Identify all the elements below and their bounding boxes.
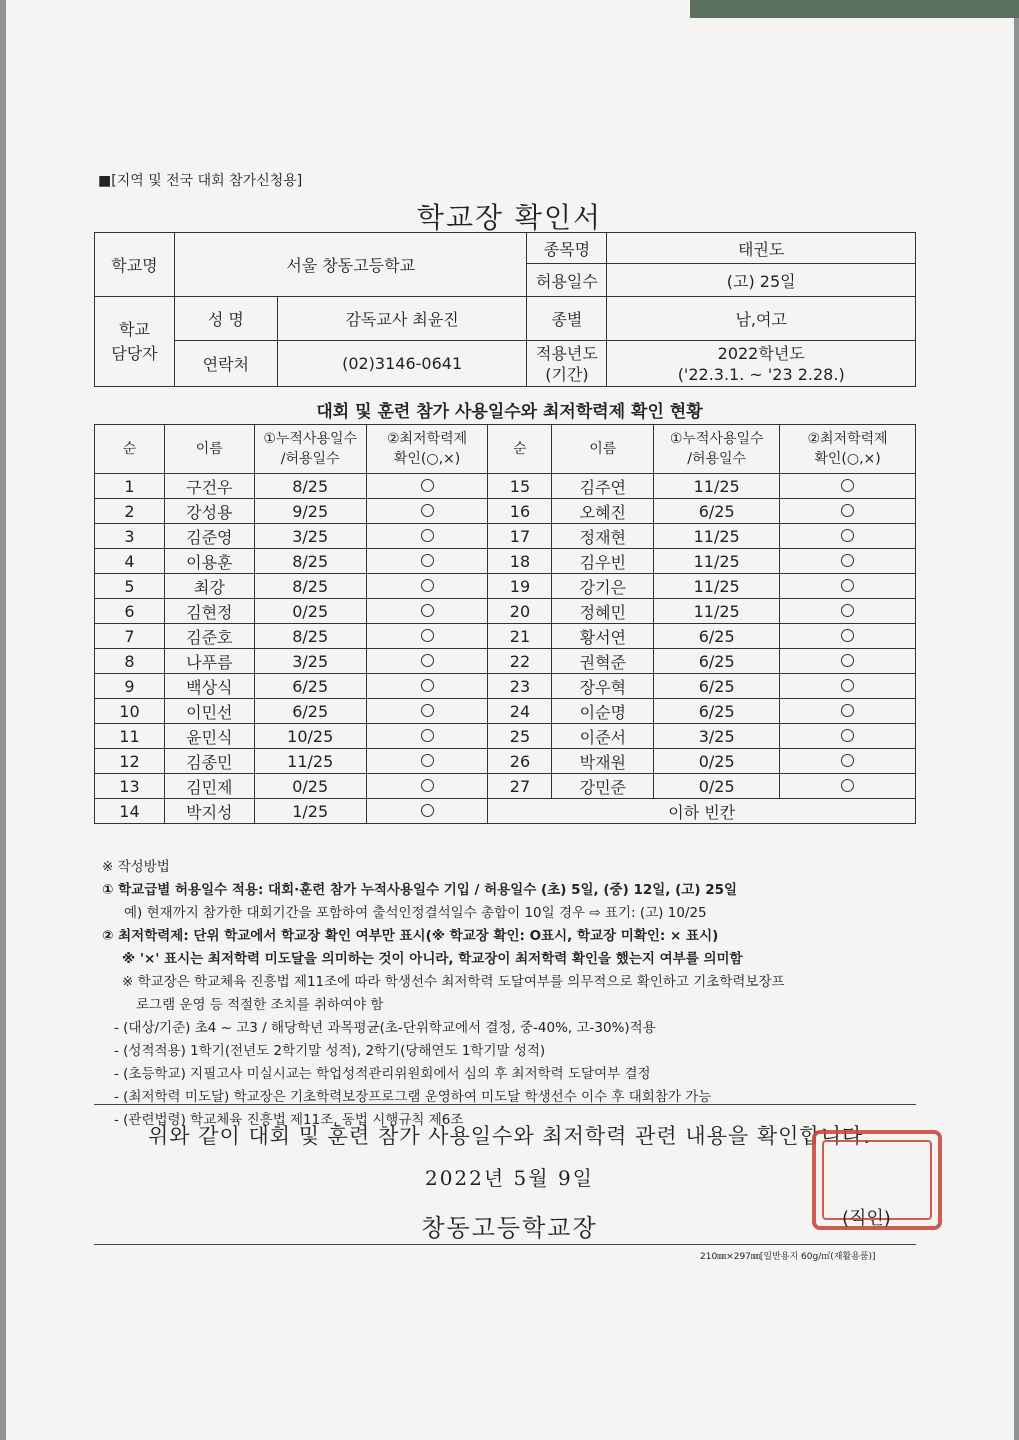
student-usage: 0/25 [654,749,780,774]
student-no: 23 [488,674,552,699]
student-usage: 6/25 [254,674,366,699]
student-name: 오혜진 [552,499,654,524]
check-circle-mark [421,629,434,642]
seal-label: (직인) [842,1208,891,1229]
roster-row [95,724,916,749]
manager-label: 학교 담당자 [95,297,175,387]
student-usage: 8/25 [254,624,366,649]
year-cell [607,341,916,387]
roster-row [95,599,916,624]
roster-row [95,699,916,724]
student-name: 나푸름 [164,649,254,674]
student-name: 최강 [164,574,254,599]
student-name: 이용훈 [164,549,254,574]
check-circle-mark [421,579,434,592]
check-circle-mark [421,529,434,542]
roster-row [95,649,916,674]
student-name: 김민제 [164,774,254,799]
student-usage: 0/25 [254,599,366,624]
check-circle-mark [421,679,434,692]
roster-row [95,524,916,549]
student-name: 김종민 [164,749,254,774]
check-circle-mark [841,554,854,567]
notes-line: ① 학교급별 허용일수 적용: 대회·훈련 참가 누적사용일수 기입 / 허용일수 (초) 5일, (중) 12일, (고) 25일 [102,882,738,898]
roster-table [94,424,916,824]
student-name: 강기은 [552,574,654,599]
student-usage: 6/25 [654,499,780,524]
student-no: 2 [95,499,165,524]
check-cell [780,574,916,599]
student-no: 7 [95,624,165,649]
header-name: 이름 [552,425,654,474]
divider [94,1244,916,1245]
confirmation-statement: 위와 같이 대회 및 훈련 참가 사용일수와 최저학력 관련 내용을 확인합니다. [147,1124,871,1148]
check-cell [780,549,916,574]
category-value: 남,여고 [607,297,916,341]
notes-line: - (대상/기준) 초4 ~ 고3 / 해당학년 과목평균(초-단위학교에서 결정, 중-40%, 고-30%)적용 [114,1020,656,1036]
student-name: 김우빈 [552,549,654,574]
student-no: 6 [95,599,165,624]
check-cell [366,724,488,749]
period-value: ('22.3.1. ~ '23 2.28.) [677,364,845,384]
student-no: 17 [488,524,552,549]
notes-line: 로그램 운영 등 적절한 조치를 취하여야 함 [136,997,384,1013]
name-label: 성 명 [174,297,277,341]
student-no: 5 [95,574,165,599]
header-no: 순 [488,425,552,474]
student-no: 12 [95,749,165,774]
student-name: 강민준 [552,774,654,799]
notes-line: ② 최저학력제: 단위 학교에서 학교장 확인 여부만 표시(※ 학교장 확인: O표시, 학교장 미확인: × 표시) [102,928,719,944]
roster-row [95,574,916,599]
check-circle-mark [421,729,434,742]
contact-value: (02)3146-0641 [277,341,527,387]
roster-row [95,549,916,574]
student-usage: 3/25 [254,524,366,549]
student-usage: 11/25 [654,474,780,499]
check-circle-mark [841,779,854,792]
student-no: 3 [95,524,165,549]
student-usage: 8/25 [254,549,366,574]
student-name: 황서연 [552,624,654,649]
school-label: 학교명 [95,233,175,297]
check-circle-mark [841,729,854,742]
student-name: 박재원 [552,749,654,774]
school-name: 서울 창동고등학교 [174,233,527,297]
notes-line: - (성적적용) 1학기(전년도 2학기말 성적), 2학기(당해연도 1학기말 성적) [114,1043,546,1059]
student-no: 27 [488,774,552,799]
notes-line: ※ 학교장은 학교체육 진흥법 제11조에 따라 학생선수 최저학력 도달여부를 의무적으로 확인하고 기초학력보장프 [122,974,785,990]
check-circle-mark [841,479,854,492]
student-no: 24 [488,699,552,724]
student-name: 윤민식 [164,724,254,749]
year-label: 적용년도 (기간) [527,341,607,387]
category-label: 종별 [527,297,607,341]
check-circle-mark [841,579,854,592]
check-circle-mark [841,604,854,617]
student-usage: 6/25 [254,699,366,724]
check-circle-mark [841,529,854,542]
check-cell [780,774,916,799]
notes-line: - (최저학력 미도달) 학교장은 기초학력보장프로그램 운영하여 미도달 학생선수 이수 후 대회참가 가능 [114,1089,712,1105]
student-usage: 11/25 [254,749,366,774]
check-circle-mark [421,804,434,817]
student-name: 정재현 [552,524,654,549]
student-name: 김준호 [164,624,254,649]
manager-name: 감독교사 최윤진 [277,297,527,341]
paper-spec-footer: 210㎜×297㎜[일반용지 60g/㎡(재활용품)] [700,1252,876,1262]
header-check: ②최저학력제 확인(○,×) [780,425,916,474]
roster-row [95,799,916,824]
student-usage: 11/25 [654,599,780,624]
form-usage-note: ■[지역 및 전국 대회 참가신청용] [98,173,303,189]
check-circle-mark [841,704,854,717]
sport-label: 종목명 [527,233,607,264]
student-no: 8 [95,649,165,674]
check-circle-mark [421,779,434,792]
check-circle-mark [841,629,854,642]
check-cell [366,624,488,649]
check-circle-mark [421,754,434,767]
student-name: 정혜민 [552,599,654,624]
issue-date: 2022년 5월 9일 [424,1166,595,1190]
notes-line: - (관련법령) 학교체육 진흥법 제11조, 동법 시행규칙 제6조 [114,1112,464,1128]
student-name: 이준서 [552,724,654,749]
check-cell [780,674,916,699]
student-no: 19 [488,574,552,599]
check-cell [366,699,488,724]
check-circle-mark [841,679,854,692]
check-cell [780,474,916,499]
days-label: 허용일수 [527,264,607,297]
check-cell [366,499,488,524]
blank-note: 이하 빈칸 [488,799,916,824]
check-circle-mark [421,554,434,567]
header-check: ②최저학력제 확인(○,×) [366,425,488,474]
student-name: 이민선 [164,699,254,724]
student-usage: 6/25 [654,624,780,649]
check-cell [780,624,916,649]
student-usage: 1/25 [254,799,366,824]
student-name: 이순명 [552,699,654,724]
student-name: 구건우 [164,474,254,499]
student-name: 김준영 [164,524,254,549]
student-usage: 6/25 [654,649,780,674]
check-circle-mark [421,504,434,517]
check-cell [366,474,488,499]
notes-heading: ※ 작성방법 [102,859,170,875]
check-cell [780,599,916,624]
student-no: 26 [488,749,552,774]
student-name: 장우혁 [552,674,654,699]
notes-line: - (초등학교) 지필고사 미실시교는 학업성적관리위원회에서 심의 후 최저학력 도달여부 결정 [114,1066,651,1082]
check-circle-mark [421,479,434,492]
student-usage: 0/25 [654,774,780,799]
roster-row [95,474,916,499]
student-no: 22 [488,649,552,674]
sport-value: 태권도 [607,233,916,264]
student-usage: 10/25 [254,724,366,749]
student-name: 김현정 [164,599,254,624]
student-no: 25 [488,724,552,749]
student-name: 백상식 [164,674,254,699]
student-no: 20 [488,599,552,624]
student-usage: 11/25 [654,549,780,574]
student-no: 14 [95,799,165,824]
notes-line: 예) 현재까지 참가한 대회기간을 포함하여 출석인정결석일수 총합이 10일 경우 ⇨ 표기: (고) 10/25 [124,905,707,921]
header-usage: ①누적사용일수 /허용일수 [654,425,780,474]
roster-row [95,624,916,649]
student-no: 18 [488,549,552,574]
student-usage: 9/25 [254,499,366,524]
student-no: 1 [95,474,165,499]
background-cover [690,0,1019,18]
roster-row [95,749,916,774]
student-usage: 11/25 [654,524,780,549]
section-title: 대회 및 훈련 참가 사용일수와 최저학력제 확인 현황 [316,402,703,422]
divider [94,1104,916,1105]
student-no: 4 [95,549,165,574]
student-usage: 11/25 [654,574,780,599]
check-circle-mark [421,604,434,617]
student-name: 박지성 [164,799,254,824]
student-no: 10 [95,699,165,724]
student-usage: 6/25 [654,699,780,724]
check-cell [366,599,488,624]
student-usage: 8/25 [254,574,366,599]
student-no: 11 [95,724,165,749]
check-circle-mark [421,654,434,667]
principal-title: 창동고등학교장 [421,1214,598,1242]
student-name: 권혁준 [552,649,654,674]
contact-label: 연락처 [174,341,277,387]
school-info-table [94,232,916,387]
student-usage: 0/25 [254,774,366,799]
header-no: 순 [95,425,165,474]
year-value: 2022학년도 [717,343,805,363]
check-cell [780,749,916,774]
roster-header-row [95,425,916,474]
check-cell [780,724,916,749]
student-no: 9 [95,674,165,699]
student-no: 16 [488,499,552,524]
check-cell [366,649,488,674]
student-no: 15 [488,474,552,499]
check-cell [780,499,916,524]
check-cell [366,799,488,824]
check-cell [780,524,916,549]
days-value: (고) 25일 [607,264,916,297]
check-cell [366,749,488,774]
check-cell [780,649,916,674]
roster-row [95,774,916,799]
student-usage: 6/25 [654,674,780,699]
document-title: 학교장 확인서 [416,201,603,234]
student-usage: 8/25 [254,474,366,499]
check-circle-mark [841,754,854,767]
header-usage: ①누적사용일수 /허용일수 [254,425,366,474]
check-circle-mark [841,654,854,667]
check-cell [780,699,916,724]
student-name: 강성용 [164,499,254,524]
notes-line: ※ '×' 표시는 최저학력 미도달을 의미하는 것이 아니라, 학교장이 최저학력 확인을 했는지 여부를 의미함 [122,951,743,967]
roster-row [95,674,916,699]
check-cell [366,549,488,574]
student-name: 김주연 [552,474,654,499]
student-no: 21 [488,624,552,649]
check-cell [366,674,488,699]
check-circle-mark [841,504,854,517]
student-usage: 3/25 [654,724,780,749]
header-name: 이름 [164,425,254,474]
writing-instructions [102,856,785,1132]
student-usage: 3/25 [254,649,366,674]
check-cell [366,774,488,799]
check-cell [366,524,488,549]
check-cell [366,574,488,599]
student-no: 13 [95,774,165,799]
roster-row [95,499,916,524]
check-circle-mark [421,704,434,717]
